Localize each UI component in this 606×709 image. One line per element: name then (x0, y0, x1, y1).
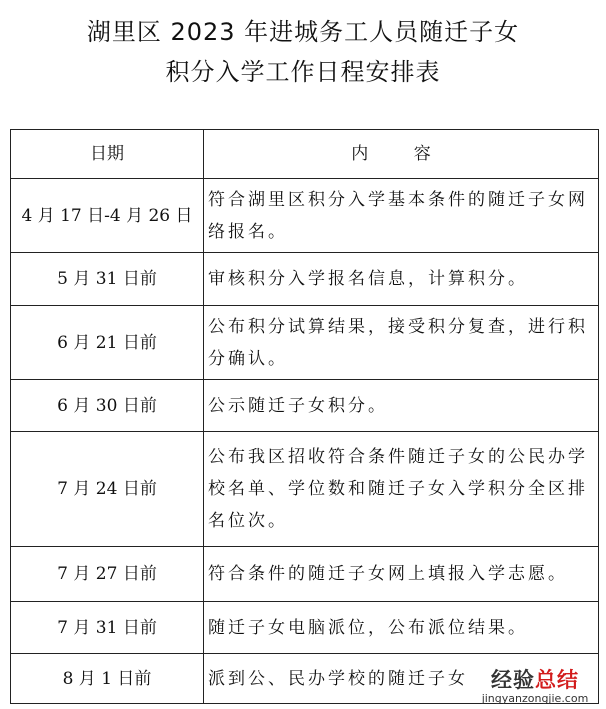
row-date: 7 月 31 日前 (11, 602, 204, 654)
row-content: 派到公、民办学校的随迁子女 (204, 654, 599, 704)
row-date: 6 月 30 日前 (11, 380, 204, 432)
row-date: 6 月 21 日前 (11, 306, 204, 380)
row-content: 公示随迁子女积分。 (204, 380, 599, 432)
watermark-url: jingyanzongjie.com (481, 692, 589, 705)
table-row (11, 253, 599, 306)
document-title-line-2: 积分入学工作日程安排表 (165, 58, 441, 86)
row-content: 符合湖里区积分入学基本条件的随迁子女网络报名。 (204, 179, 599, 253)
watermark-main-part2: 总结 (535, 668, 579, 692)
table-row (11, 306, 599, 380)
table-row (11, 602, 599, 654)
row-content: 审核积分入学报名信息，计算积分。 (204, 253, 599, 306)
document-title-line-1: 湖里区 2023 年进城务工人员随迁子女 (86, 18, 520, 46)
table-header-row (11, 130, 599, 179)
row-date: 8 月 1 日前 (11, 654, 204, 704)
schedule-table (10, 129, 599, 704)
row-content: 随迁子女电脑派位，公布派位结果。 (204, 602, 599, 654)
row-content: 公布我区招收符合条件随迁子女的公民办学校名单、学位数和随迁子女入学积分全区排名位次。 (204, 432, 599, 547)
table-row (11, 380, 599, 432)
row-content: 公布积分试算结果，接受积分复查，进行积分确认。 (204, 306, 599, 380)
watermark-main-part1: 经验 (491, 668, 535, 692)
row-date: 7 月 27 日前 (11, 547, 204, 602)
table-row (11, 547, 599, 602)
table-row (11, 432, 599, 547)
row-date: 7 月 24 日前 (11, 432, 204, 547)
watermark-logo (470, 664, 600, 705)
watermark-main (470, 664, 600, 694)
row-date: 5 月 31 日前 (11, 253, 204, 306)
row-content: 符合条件的随迁子女网上填报入学志愿。 (204, 547, 599, 602)
table-row (11, 179, 599, 253)
header-content: 内 容 (204, 130, 599, 179)
header-date: 日期 (11, 130, 204, 179)
row-date: 4 月 17 日-4 月 26 日 (11, 179, 204, 253)
